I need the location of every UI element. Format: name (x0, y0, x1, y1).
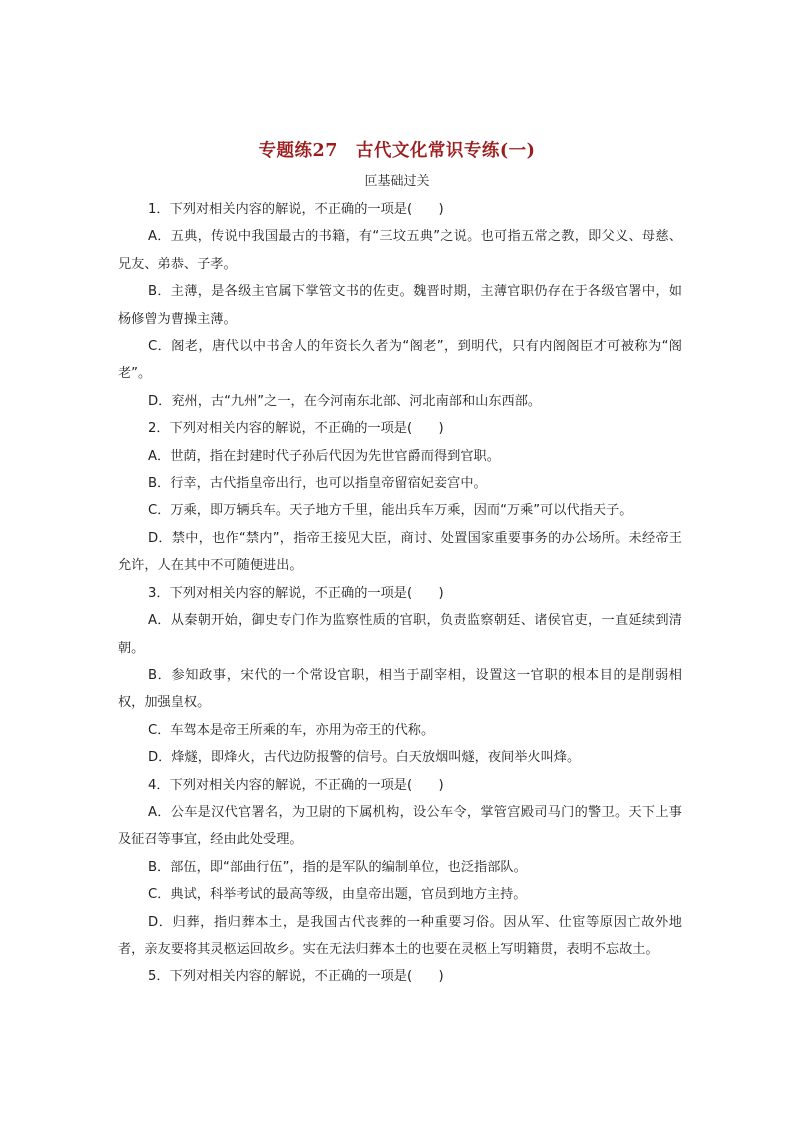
answer-option: A．世荫，指在封建时代子孙后代因为先世官爵而得到官职。 (148, 448, 500, 464)
answer-option: C．典试，科举考试的最高等级，由皇帝出题，官员到地方主持。 (148, 887, 527, 903)
answer-option: C．车驾本是帝王所乘的车，亦用为帝王的代称。 (148, 722, 435, 738)
answer-option: A．五典，传说中我国最古的书籍，有“三坟五典”之说。也可指五常之教，即父义、母慈、兄友、弟恭、子孝。 (118, 229, 682, 272)
answer-option: B．部伍，即“部曲行伍”，指的是军队的编制单位，也泛指部队。 (148, 859, 527, 875)
answer-option: C．阁老，唐代以中书舍人的年资长久者为“阁老”，到明代，只有内阁阁臣才可被称为“阁老”。 (118, 339, 682, 382)
question-stem: 3．下列对相关内容的解说，不正确的一项是( ) (148, 585, 444, 601)
section-heading: 叵基础过关 (364, 174, 430, 189)
question-stem: 2．下列对相关内容的解说，不正确的一项是( ) (148, 421, 444, 437)
answer-option: D．烽燧，即烽火，古代边防报警的信号。白天放烟叫燧，夜间举火叫烽。 (148, 750, 581, 766)
document-body (118, 196, 682, 991)
answer-option: D．归葬，指归葬本土，是我国古代丧葬的一种重要习俗。因从军、仕宦等原因亡故外地者，亲友要将其灵柩运回故乡。实在无法归葬本土的也要在灵柩上写明籍贯，表明不忘故土。 (118, 914, 682, 957)
answer-option: D．兖州，古“九州”之一，在今河南东北部、河北南部和山东西部。 (148, 393, 542, 409)
question-stem: 5．下列对相关内容的解说，不正确的一项是( ) (148, 969, 444, 985)
page-title: 专题练27 古代文化常识专练(一) (258, 141, 536, 161)
answer-option: A．从秦朝开始，御史专门作为监察性质的官职，负责监察朝廷、诸侯官吏，一直延续到清朝。 (118, 613, 682, 656)
answer-option: B．行幸，古代指皇帝出行，也可以指皇帝留宿妃妾宫中。 (148, 476, 487, 492)
answer-option: B．主薄，是各级主官属下掌管文书的佐吏。魏晋时期，主薄官职仍存在于各级官署中，如杨修曾为曹操主薄。 (118, 284, 682, 327)
answer-option: B．参知政事，宋代的一个常设官职，相当于副宰相，设置这一官职的根本目的是削弱相权，加强皇权。 (118, 667, 682, 711)
question-stem: 4．下列对相关内容的解说，不正确的一项是( ) (148, 777, 444, 793)
answer-option: A．公车是汉代官署名，为卫尉的下属机构，设公车令，掌管宫殿司马门的警卫。天下上事及征召等事宜，经由此处受理。 (118, 804, 682, 848)
question-stem: 1．下列对相关内容的解说，不正确的一项是( ) (148, 202, 444, 217)
answer-option: D．禁中，也作“禁内”，指帝王接见大臣，商讨、处置国家重要事务的办公场所。未经帝王允许，人在其中不可随便进出。 (118, 530, 682, 574)
answer-option: C．万乘，即万辆兵车。天子地方千里，能出兵车万乘，因而“万乘”可以代指天子。 (148, 503, 633, 519)
